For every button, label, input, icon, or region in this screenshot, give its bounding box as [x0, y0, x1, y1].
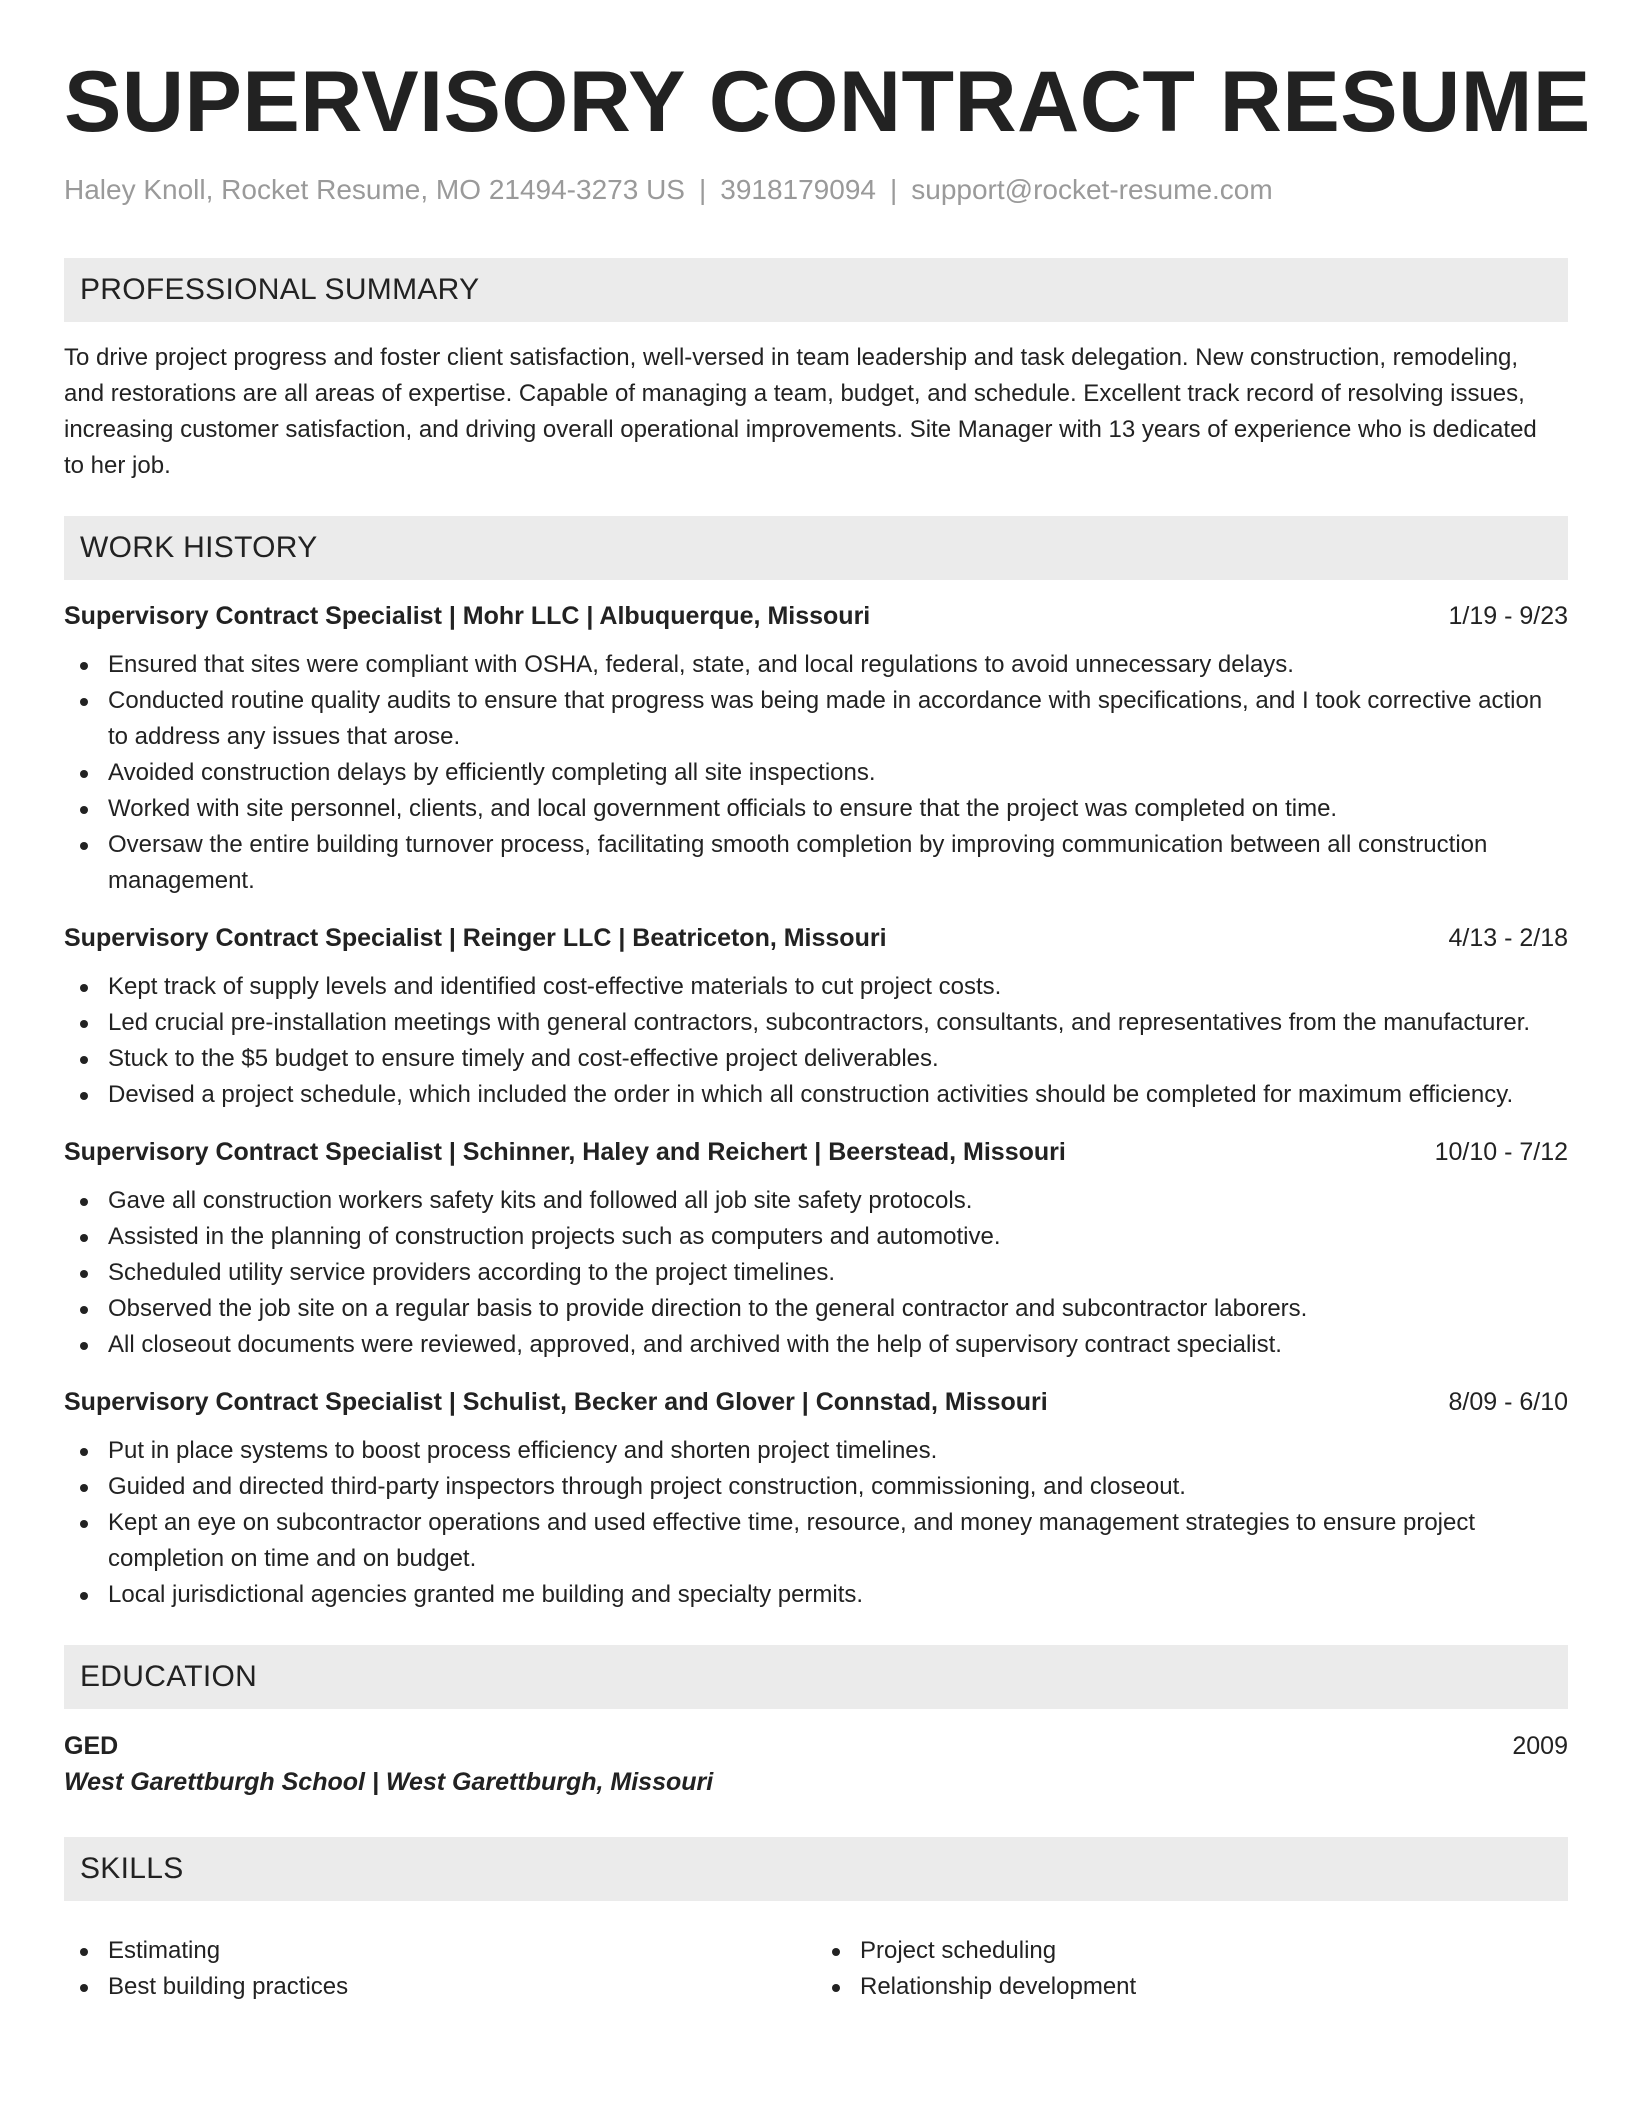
job-entry	[64, 921, 1568, 1113]
job-entry	[64, 1135, 1568, 1363]
job-bullet: Local jurisdictional agencies granted me building and specialty permits.	[64, 1577, 1568, 1613]
job-bullet: Guided and directed third-party inspectors through project construction, commissioning, and closeout.	[64, 1469, 1568, 1505]
job-dates: 4/13 - 2/18	[1448, 924, 1568, 952]
job-bullet: Oversaw the entire building turnover process, facilitating smooth completion by improving communication between all construction management.	[64, 827, 1568, 899]
education-year: 2009	[1512, 1732, 1568, 1760]
education-entry	[64, 1729, 1568, 1801]
contact-address: Haley Knoll, Rocket Resume, MO 21494-3273 US	[64, 174, 685, 205]
contact-separator: |	[698, 174, 707, 205]
job-bullets	[64, 1183, 1568, 1363]
job-bullets	[64, 647, 1568, 899]
job-bullet: Scheduled utility service providers according to the project timelines.	[64, 1255, 1568, 1291]
job-entry	[64, 599, 1568, 899]
skill-item: Project scheduling	[816, 1933, 1568, 1969]
job-title: Supervisory Contract Specialist | Reinger LLC | Beatriceton, Missouri	[64, 924, 887, 952]
job-bullets	[64, 1433, 1568, 1613]
job-dates: 8/09 - 6/10	[1448, 1388, 1568, 1416]
job-bullet: Observed the job site on a regular basis to provide direction to the general contractor and subcontractor laborers.	[64, 1291, 1568, 1327]
skill-item: Best building practices	[64, 1969, 816, 2005]
job-bullet: Put in place systems to boost process efficiency and shorten project timelines.	[64, 1433, 1568, 1469]
skills-column-right	[816, 1933, 1568, 2005]
summary-text: To drive project progress and foster client satisfaction, well-versed in team leadership and task delegation. New construction, remodeling, and restorations are all areas of expertise. Capable of managing a team, budget, and schedule. Excellent track record of resolving issues, increasing customer satisfaction, and driving overall operational improvements. Site Manager with 13 years of experience who is dedicated to her job.	[64, 344, 1537, 479]
job-title: Supervisory Contract Specialist | Mohr LLC | Albuquerque, Missouri	[64, 602, 871, 630]
job-dates: 10/10 - 7/12	[1434, 1138, 1568, 1166]
education-degree: GED	[64, 1732, 119, 1760]
job-bullet: Gave all construction workers safety kits and followed all job site safety protocols.	[64, 1183, 1568, 1219]
job-title: Supervisory Contract Specialist | Schinner, Haley and Reichert | Beerstead, Missouri	[64, 1138, 1066, 1166]
section-header-education: EDUCATION	[64, 1645, 1568, 1709]
section-header-skills: SKILLS	[64, 1837, 1568, 1901]
contact-line	[64, 172, 1568, 208]
contact-phone: 3918179094	[720, 174, 876, 205]
education-school: West Garettburgh School | West Garettburgh, Missouri	[64, 1768, 714, 1796]
job-bullet: Avoided construction delays by efficiently completing all site inspections.	[64, 755, 1568, 791]
contact-separator: |	[889, 174, 898, 205]
job-bullet: Stuck to the $5 budget to ensure timely and cost-effective project deliverables.	[64, 1041, 1568, 1077]
job-entry	[64, 1385, 1568, 1613]
section-header-summary: PROFESSIONAL SUMMARY	[64, 258, 1568, 322]
job-bullet: Assisted in the planning of construction projects such as computers and automotive.	[64, 1219, 1568, 1255]
section-header-work-history: WORK HISTORY	[64, 516, 1568, 580]
job-bullet: Led crucial pre-installation meetings with general contractors, subcontractors, consultants, and representatives from the manufacturer.	[64, 1005, 1568, 1041]
job-bullet: Conducted routine quality audits to ensure that progress was being made in accordance with specifications, and I took corrective action to address any issues that arose.	[64, 683, 1568, 755]
job-bullet: All closeout documents were reviewed, approved, and archived with the help of supervisory contract specialist.	[64, 1327, 1568, 1363]
skill-item: Relationship development	[816, 1969, 1568, 2005]
job-dates: 1/19 - 9/23	[1448, 602, 1568, 630]
job-bullets	[64, 969, 1568, 1113]
job-bullet: Kept track of supply levels and identified cost-effective materials to cut project costs.	[64, 969, 1568, 1005]
job-bullet: Worked with site personnel, clients, and local government officials to ensure that the project was completed on time.	[64, 791, 1568, 827]
job-bullet: Ensured that sites were compliant with OSHA, federal, state, and local regulations to avoid unnecessary delays.	[64, 647, 1568, 683]
skills-column-left	[64, 1933, 816, 2005]
skills-grid	[64, 1919, 1568, 2005]
resume-title: SUPERVISORY CONTRACT RESUME	[64, 54, 1591, 150]
skill-item: Estimating	[64, 1933, 816, 1969]
contact-email[interactable]: support@rocket-resume.com	[911, 174, 1273, 205]
job-bullet: Devised a project schedule, which included the order in which all construction activities should be completed for maximum efficiency.	[64, 1077, 1568, 1113]
job-title: Supervisory Contract Specialist | Schulist, Becker and Glover | Connstad, Missouri	[64, 1388, 1048, 1416]
job-bullet: Kept an eye on subcontractor operations and used effective time, resource, and money management strategies to ensure project completion on time and on budget.	[64, 1505, 1568, 1577]
